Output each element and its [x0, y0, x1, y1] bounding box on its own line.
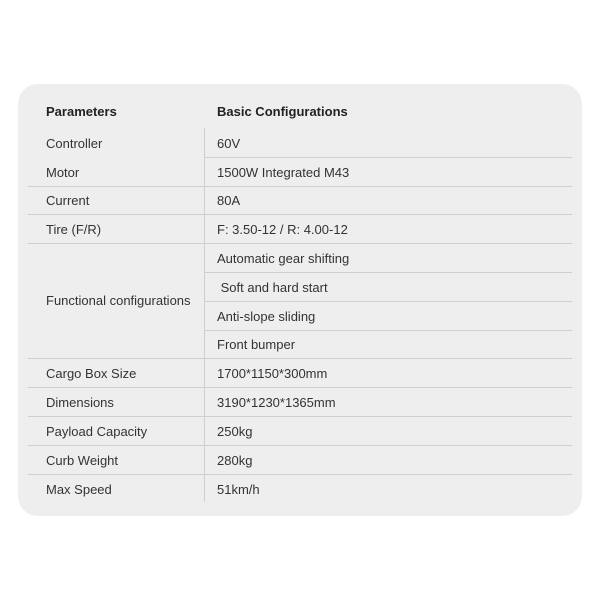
table-row [28, 158, 572, 186]
table-header [28, 97, 572, 125]
row-param: Cargo Box Size [46, 365, 137, 381]
list-item [28, 331, 572, 358]
table-row [28, 417, 572, 445]
table-row [28, 215, 572, 243]
header-parameters: Parameters [46, 103, 117, 119]
list-item [28, 273, 572, 301]
row-param: Controller [46, 135, 103, 151]
table-row [28, 446, 572, 474]
row-param: Motor [46, 164, 80, 180]
row-param: Payload Capacity [46, 423, 148, 439]
table-row [28, 388, 572, 416]
row-value: F: 3.50-12 / R: 4.00-12 [217, 221, 348, 237]
row-value: 80A [217, 193, 241, 208]
functional-item: Soft and hard start [217, 279, 328, 295]
row-param: Current [46, 193, 90, 208]
row-param: Max Speed [46, 481, 112, 497]
row-value: 51km/h [217, 481, 260, 497]
functional-item: Front bumper [217, 337, 296, 352]
functional-item: Automatic gear shifting [217, 250, 350, 266]
row-param: Dimensions [46, 394, 114, 410]
table-row [28, 359, 572, 387]
functional-item: Anti-slope sliding [217, 308, 316, 324]
list-item [28, 244, 572, 272]
row-value: 60V [217, 135, 241, 151]
header-basic-configurations: Basic Configurations [217, 103, 348, 119]
row-value: 280kg [217, 452, 253, 468]
table-row [28, 129, 572, 157]
row-param: Curb Weight [46, 452, 119, 468]
table-row [28, 187, 572, 214]
functional-configurations-label: Functional configurations [46, 293, 191, 308]
row-value: 3190*1230*1365mm [217, 394, 336, 410]
row-param: Tire (F/R) [46, 221, 102, 237]
table-row [28, 475, 572, 503]
row-value: 1500W Integrated M43 [217, 164, 350, 180]
row-value: 250kg [217, 423, 253, 439]
list-item [28, 302, 572, 330]
row-value: 1700*1150*300mm [217, 365, 328, 381]
